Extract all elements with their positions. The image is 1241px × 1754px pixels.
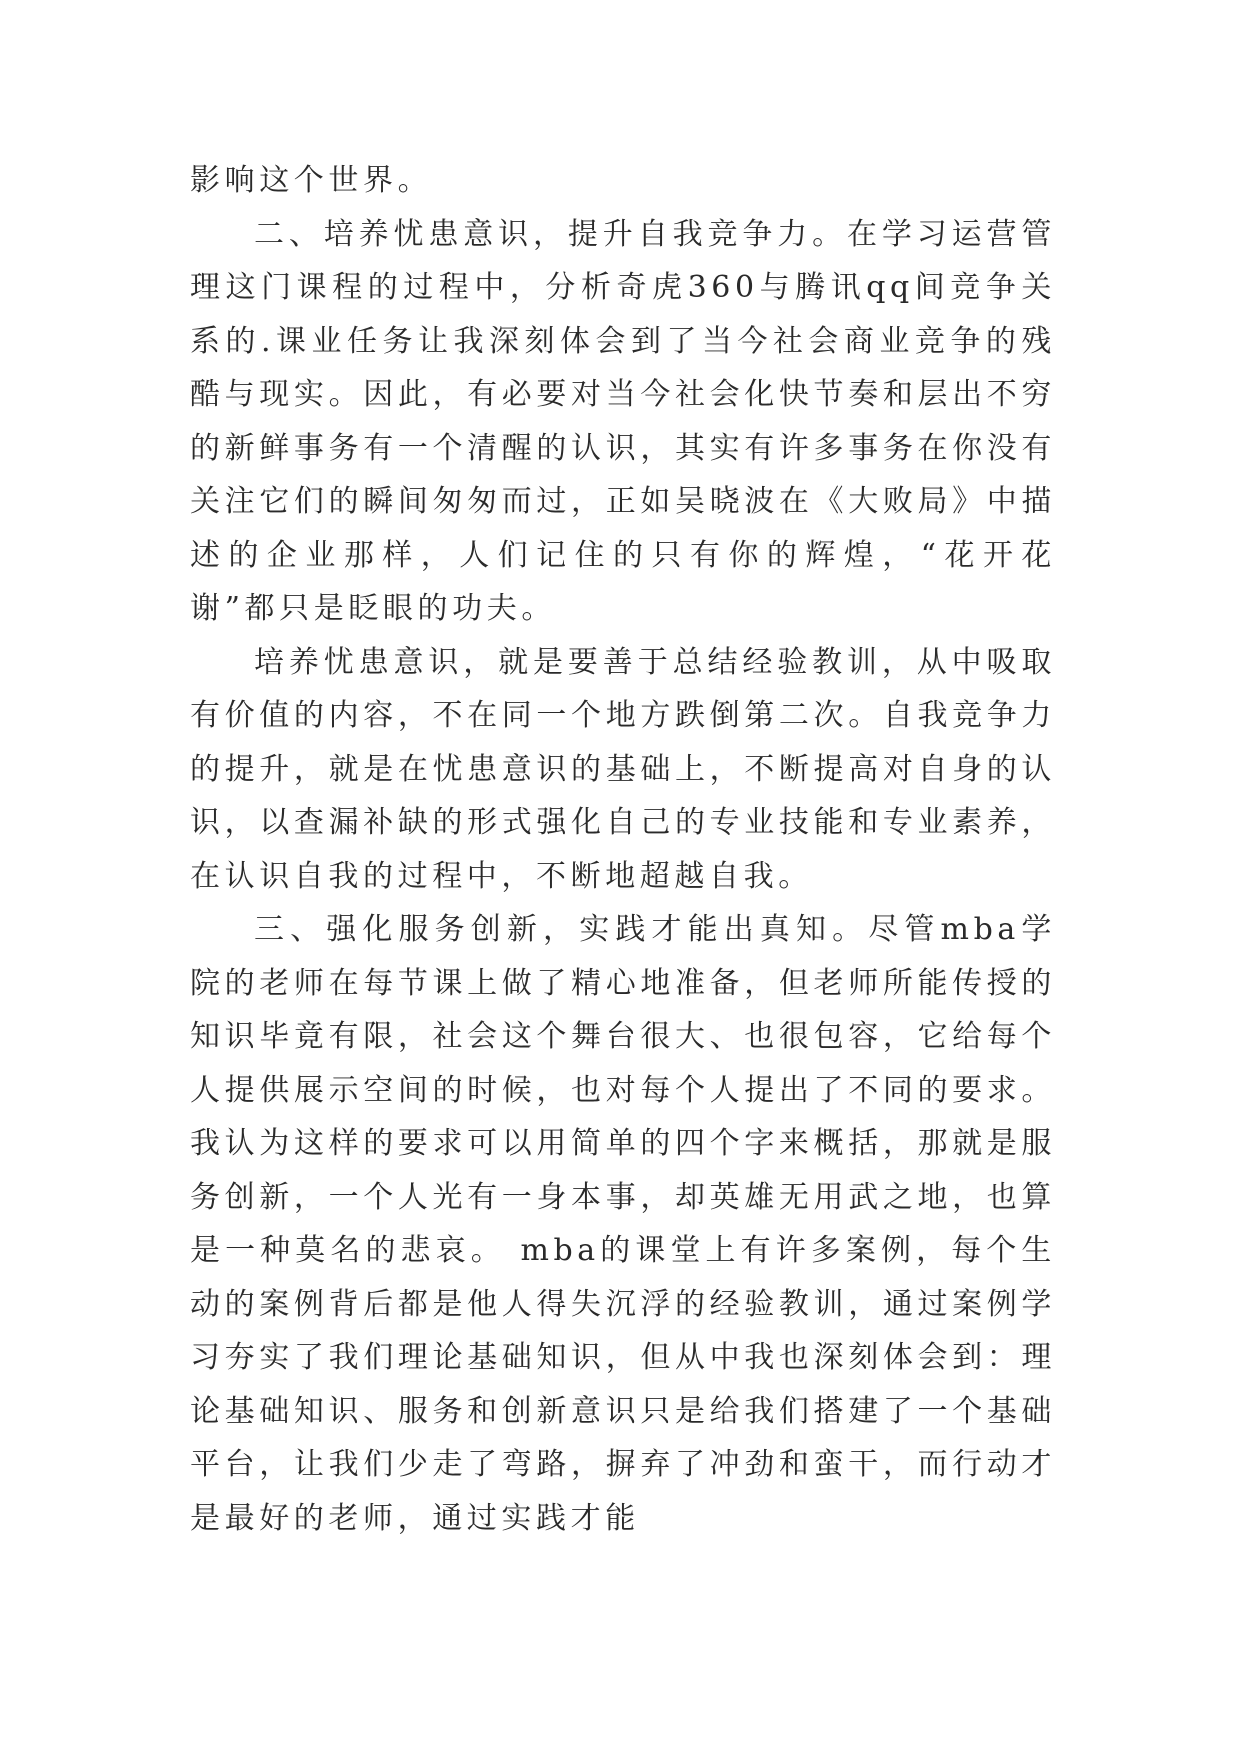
paragraph-section-two: 二、培养忧患意识，提升自我竞争力。在学习运营管理这门课程的过程中，分析奇虎360与腾讯qq间竞争关系的.课业任务让我深刻体会到了当今社会商业竞争的残酷与现实。因此，有必要对当今社会化快节奏和层出不穷的新鲜事务有一个清醒的认识，其实有许多事务在你没有关注它们的瞬间匆匆而过，正如吴晓波在《大败局》中描述的企业那样，人们记住的只有你的辉煌，“花开花谢”都只是眨眼的功夫。 (190, 216, 1056, 626)
paragraph-continuation: 影响这个世界。 (190, 163, 433, 198)
paragraph-section-three: 三、强化服务创新，实践才能出真知。尽管mba学院的老师在每节课上做了精心地准备，但老师所能传授的知识毕竟有限，社会这个舞台很大、也很包容，它给每个人提供展示空间的时候，也对每个人提出了不同的要求。我认为这样的要求可以用简单的四个字来概括，那就是服务创新，一个人光有一身本事，却英雄无用武之地，也算是一种莫名的悲哀。 mba的课堂上有许多案例，每个生动的案例背后都是他人得失沉浮的经验教训，通过案例学习夯实了我们理论基础知识，但从中我也深刻体会到：理论基础知识、服务和创新意识只是给我们搭建了一个基础平台，让我们少走了弯路，摒弃了冲劲和蛮干，而行动才是最好的老师，通过实践才能 (190, 912, 1056, 1536)
document-body (190, 154, 1056, 1545)
paragraph-section-two-detail: 培养忧患意识，就是要善于总结经验教训，从中吸取有价值的内容，不在同一个地方跌倒第二次。自我竞争力的提升，就是在忧患意识的基础上，不断提高对自身的认识，以查漏补缺的形式强化自己的专业技能和专业素养，在认识自我的过程中，不断地超越自我。 (190, 644, 1056, 894)
